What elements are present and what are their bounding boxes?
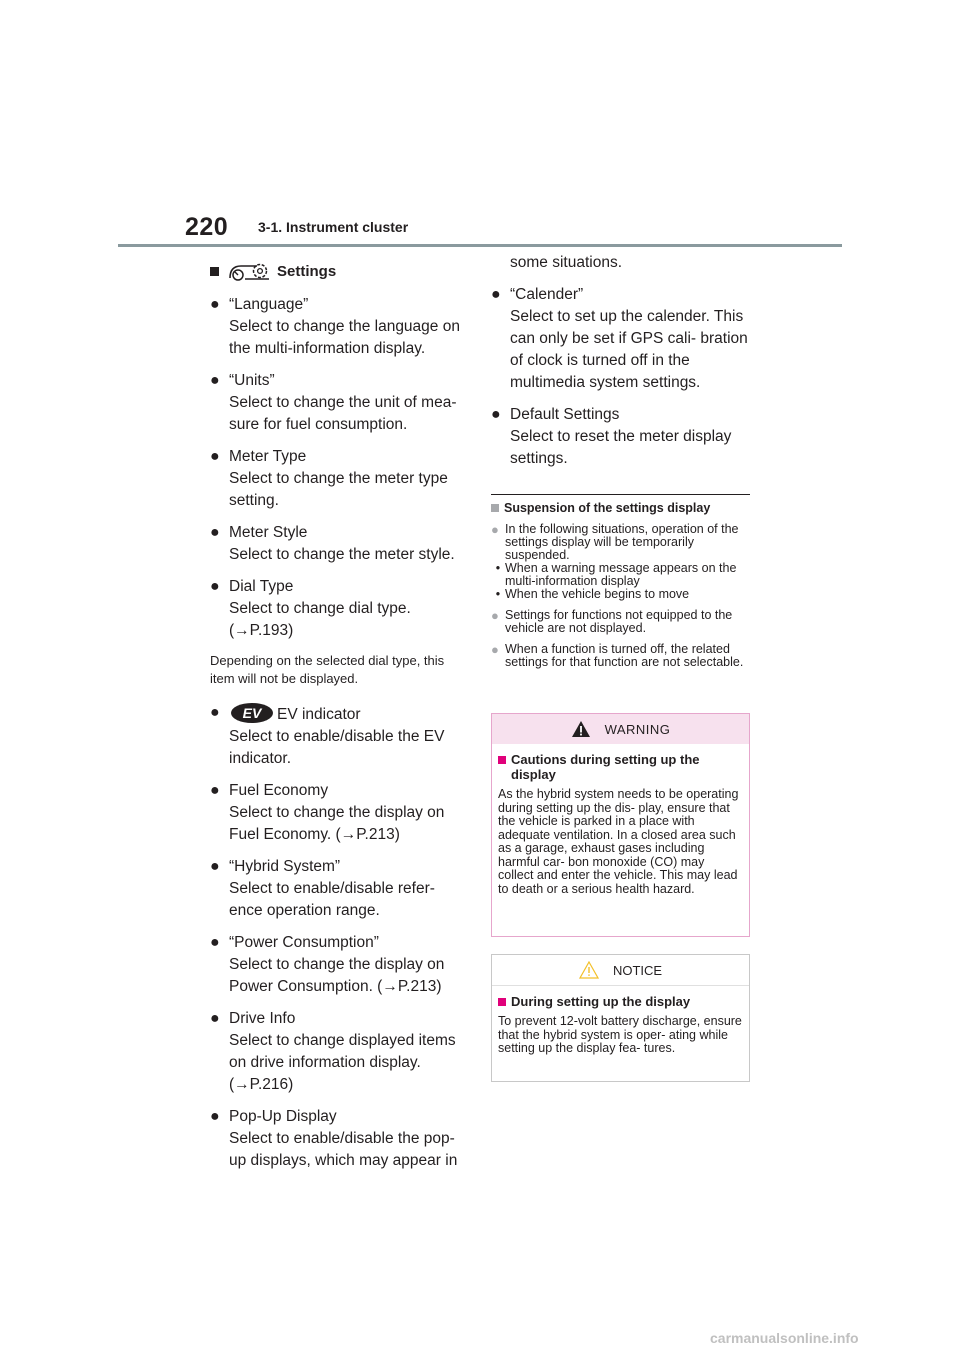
dot-text: When a warning message appears on the multi-information display: [505, 561, 737, 588]
item-desc: Select to change dial type. (→P.193): [229, 600, 411, 639]
list-item: [491, 284, 750, 394]
warning-text: As the hybrid system needs to be operating during setting up the dis- play, ensure that the vehicle is parked in a place with adequate ventilation. In a closed area such as a garage, exhaust gases including harmful car- bon monoxide (CO) may collect and enter the vehicle. This may lead to death or a serious health hazard.: [498, 787, 739, 896]
item-desc: Select to change the language on the multi-information display.: [229, 318, 460, 357]
notice-subheading-label: During setting up the display: [511, 994, 691, 1009]
item-desc: Select to change the unit of mea- sure for fuel consumption.: [229, 394, 457, 433]
notice-label: NOTICE: [612, 962, 663, 978]
suspension-heading: [491, 501, 750, 515]
item-title: “Language”: [229, 296, 309, 313]
item-title: “Hybrid System”: [229, 858, 341, 875]
item-title: “Units”: [229, 372, 275, 389]
bullet-icon: ●: [491, 286, 501, 303]
square-bullet-icon: [498, 756, 506, 764]
continued-text: some situations.: [510, 254, 622, 271]
dot-bullet-icon: •: [495, 561, 501, 575]
dot-item: [491, 588, 750, 601]
notice-box: [491, 954, 750, 1082]
bullet-icon: ●: [210, 934, 220, 951]
item-title: Fuel Economy: [229, 782, 329, 799]
left-column: [210, 258, 468, 1182]
item-desc: Select to reset the meter display settings.: [510, 428, 732, 467]
notice-triangle-icon: [579, 961, 599, 979]
bullet-icon: ●: [210, 524, 220, 541]
list-item: [210, 294, 468, 360]
warning-subheading-label: Cautions during setting up the display: [511, 752, 700, 782]
item-desc: Select to enable/disable the pop- up displays, which may appear in: [229, 1130, 458, 1169]
list-item: [210, 1008, 468, 1096]
dot-text: When the vehicle begins to move: [505, 587, 690, 601]
svg-text:EV: EV: [242, 705, 262, 721]
header-rule: [118, 244, 842, 247]
circle-bullet-icon: ●: [491, 608, 499, 623]
right-column: [491, 252, 750, 669]
footer-watermark: carmanualsonline.info: [710, 1330, 859, 1346]
note-text: When a function is turned off, the related settings for that function are not selectable.: [505, 642, 744, 669]
note-text: Settings for functions not equipped to the vehicle are not displayed.: [505, 608, 733, 635]
settings-gear-icon: [227, 260, 273, 282]
item-title: Meter Type: [229, 448, 307, 465]
list-item: [210, 576, 468, 642]
list-item: [491, 404, 750, 470]
list-item: [210, 702, 468, 770]
notice-text: To prevent 12-volt battery discharge, ensure that the hybrid system is oper- ating while setting up the display fea- tures.: [498, 1014, 742, 1055]
section-divider: [491, 494, 750, 495]
bullet-icon: ●: [210, 782, 220, 799]
bullet-icon: ●: [210, 578, 220, 595]
bullet-icon: ●: [210, 704, 220, 721]
item-title: “Power Consumption”: [229, 934, 379, 951]
bullet-icon: ●: [491, 406, 501, 423]
notice-header: [492, 955, 749, 986]
warning-label: WARNING: [604, 721, 671, 737]
list-item: [210, 522, 468, 566]
list-item: [210, 446, 468, 512]
item-title: Drive Info: [229, 1010, 296, 1027]
dial-type-note: Depending on the selected dial type, this item will not be displayed.: [210, 653, 445, 686]
page-number: 220: [185, 213, 229, 241]
settings-heading-label: Settings: [277, 262, 337, 280]
note-text: In the following situations, operation of the settings display will be temporarily suspended.: [505, 522, 739, 562]
warning-header: [492, 714, 749, 744]
list-item: [210, 370, 468, 436]
dot-item: [491, 562, 750, 588]
bullet-icon: ●: [210, 372, 220, 389]
section-title: 3-1. Instrument cluster: [258, 219, 409, 235]
item-title: “Calender”: [510, 286, 584, 303]
suspension-heading-label: Suspension of the settings display: [504, 501, 711, 515]
note-item: [491, 643, 750, 669]
item-desc: Select to change the meter style.: [229, 546, 455, 563]
list-item: [210, 1106, 468, 1172]
list-item: [210, 856, 468, 922]
item-desc: Select to change the meter type setting.: [229, 470, 448, 509]
dot-bullet-icon: •: [495, 587, 501, 601]
settings-heading: [210, 260, 468, 282]
bullet-icon: ●: [210, 1010, 220, 1027]
note-item: [491, 523, 750, 562]
bullet-icon: ●: [210, 448, 220, 465]
notice-subheading: [498, 994, 743, 1009]
bullet-icon: ●: [210, 1108, 220, 1125]
item-title: Dial Type: [229, 578, 294, 595]
circle-bullet-icon: ●: [491, 522, 499, 537]
square-bullet-icon: [498, 998, 506, 1006]
bullet-icon: ●: [210, 296, 220, 313]
square-bullet-icon: [210, 267, 219, 276]
list-item: [210, 932, 468, 998]
note-item: [491, 609, 750, 635]
item-desc: Select to enable/disable the EV indicator.: [229, 728, 445, 767]
item-desc: Select to change displayed items on drive information display. (→P.216): [229, 1032, 456, 1093]
warning-box: [491, 713, 750, 937]
item-title: EV indicator: [277, 706, 361, 723]
item-title: Meter Style: [229, 524, 308, 541]
ev-indicator-icon: [229, 702, 275, 724]
circle-bullet-icon: ●: [491, 642, 499, 657]
item-desc: Select to enable/disable refer- ence operation range.: [229, 880, 435, 919]
warning-triangle-icon: [571, 720, 591, 738]
item-desc: Select to set up the calender. This can only be set if GPS cali- bration of clock is turned off in the multimedia system settings.: [510, 308, 748, 391]
list-item: [210, 780, 468, 846]
warning-subheading: [498, 752, 743, 782]
square-bullet-icon: [491, 504, 499, 512]
bullet-icon: ●: [210, 858, 220, 875]
item-desc: Select to change the display on Power Consumption. (→P.213): [229, 956, 445, 995]
item-title: Default Settings: [510, 406, 620, 423]
item-desc: Select to change the display on Fuel Economy. (→P.213): [229, 804, 445, 843]
item-title: Pop-Up Display: [229, 1108, 337, 1125]
